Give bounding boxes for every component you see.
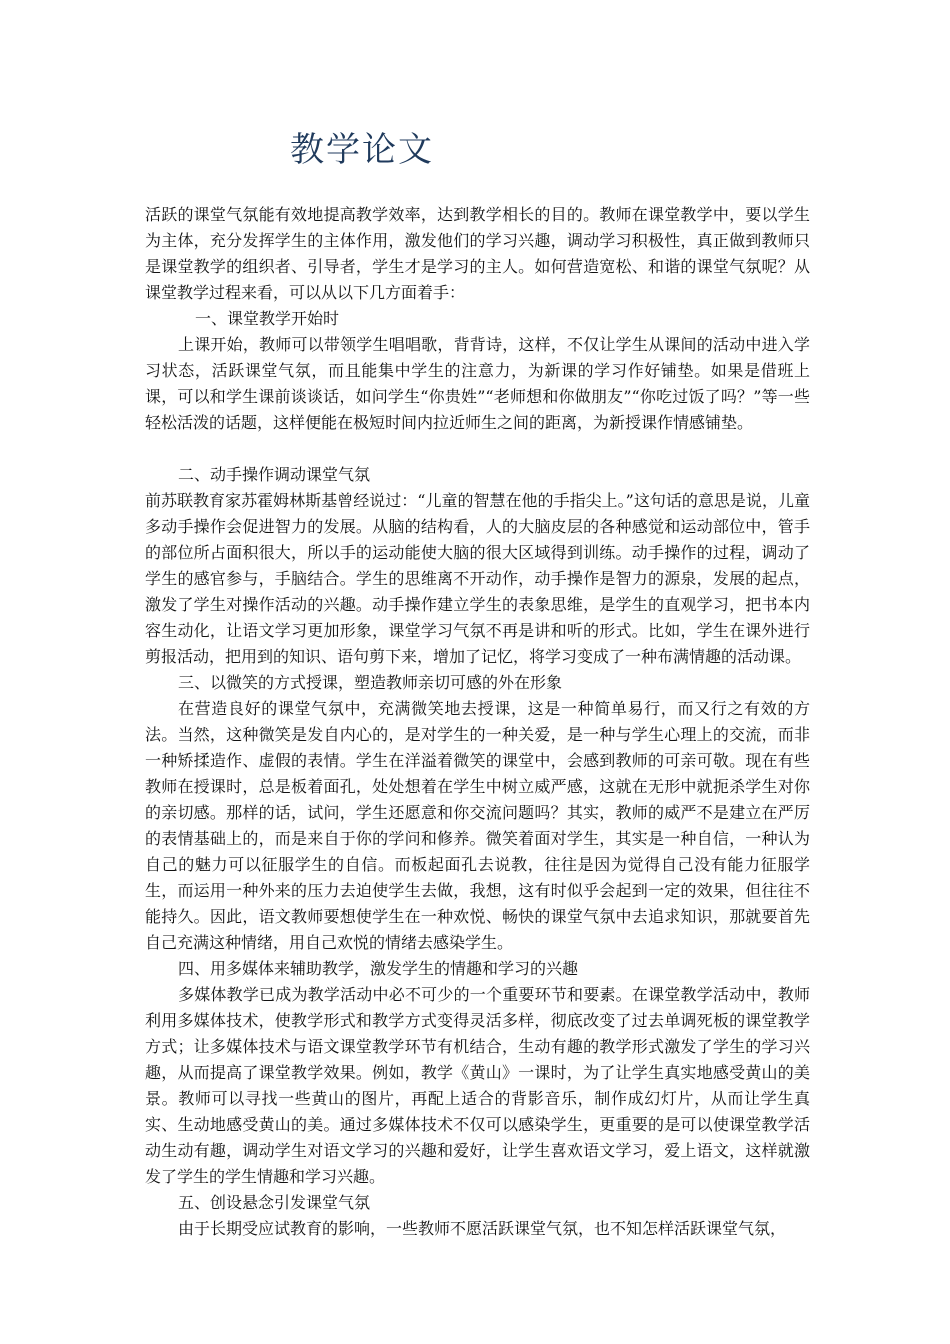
section-paragraph-2: 前苏联教育家苏霍姆林斯基曾经说过：“儿童的智慧在他的手指尖上。”这句话的意思是说，儿童多动手操作会促进智力的发展。从脑的结构看，人的大脑皮层的各种感觉和运动部位中，管手的部位所占面积很大，所以手的运动能使大脑的很大区域得到训练。动手操作的过程，调动了学生的感官参与，手脑结合。学生的思维离不开动作，动手操作是智力的源泉，发展的起点，激发了学生对操作活动的兴趣。动手操作建立学生的表象思维，是学生的直观学习，把书本内容生动化，让语文学习更加形象，课堂学习气氛不再是讲和听的形式。比如，学生在课外进行剪报活动，把用到的知识、语句剪下来，增加了记忆，将学习变成了一种布满情趣的活动课。 (145, 491, 810, 666)
section-paragraph-5: 由于长期受应试教育的影响，一些教师不愿活跃课堂气氛，也不知怎样活跃课堂气氛， (178, 1219, 787, 1238)
article-body (145, 202, 810, 1242)
section-heading-4: 四、用多媒体来辅助教学，激发学生的情趣和学习的兴趣 (178, 959, 579, 978)
section-heading-2: 二、动手操作调动课堂气氛 (178, 465, 371, 484)
paragraph-gap (145, 436, 810, 462)
intro-paragraph: 活跃的课堂气氛能有效地提高教学效率，达到教学相长的目的。教师在课堂教学中，要以学生为主体，充分发挥学生的主体作用，激发他们的学习兴趣，调动学习积极性，真正做到教师只是课堂教学的组织者、引导者，学生才是学习的主人。如何营造宽松、和谐的课堂气氛呢？从课堂教学过程来看，可以从以下几方面着手： (145, 205, 810, 302)
section-paragraph-4: 多媒体教学已成为教学活动中必不可少的一个重要环节和要素。在课堂教学活动中，教师利用多媒体技术，使教学形式和教学方式变得灵活多样，彻底改变了过去单调死板的课堂教学方式；让多媒体技术与语文课堂教学环节有机结合，生动有趣的教学形式激发了学生的学习兴趣，从而提高了课堂教学效果。例如，教学《黄山》一课时，为了让学生真实地感受黄山的美景。教师可以寻找一些黄山的图片，再配上适合的背影音乐，制作成幻灯片，从而让学生真实、生动地感受黄山的美。通过多媒体技术不仅可以感染学生，更重要的是可以使课堂教学活动生动有趣，调动学生对语文学习的兴趣和爱好，让学生喜欢语文学习，爱上语文，这样就激发了学生的学生情趣和学习兴趣。 (145, 985, 810, 1186)
page-title: 教学论文 (290, 130, 434, 170)
section-heading-5: 五、创设悬念引发课堂气氛 (178, 1193, 371, 1212)
section-paragraph-3: 在营造良好的课堂气氛中，充满微笑地去授课，这是一种简单易行，而又行之有效的方法。当然，这种微笑是发自内心的，是对学生的一种关爱，是一种与学生心理上的交流，而非一种矫揉造作、虚假的表情。学生在洋溢着微笑的课堂中，会感到教师的可亲可敬。现在有些教师在授课时，总是板着面孔，处处想着在学生中树立威严感，这就在无形中就扼杀学生对你的亲切感。那样的话，试问，学生还愿意和你交流问题吗？其实，教师的威严不是建立在严厉的表情基础上的，而是来自于你的学问和修养。微笑着面对学生，其实是一种自信，一种认为自己的魅力可以征服学生的自信。而板起面孔去说教，往往是因为觉得自己没有能力征服学生，而运用一种外来的压力去迫使学生去做，我想，这有时似乎会起到一定的效果，但往往不能持久。因此，语文教师要想使学生在一种欢悦、畅快的课堂气氛中去追求知识，那就要首先自己充满这种情绪，用自己欢悦的情绪去感染学生。 (145, 699, 810, 952)
section-paragraph-1: 上课开始，教师可以带领学生唱唱歌，背背诗，这样，不仅让学生从课间的活动中进入学习状态，活跃课堂气氛，而且能集中学生的注意力，为新课的学习作好铺垫。如果是借班上课，可以和学生课前谈谈话，如问学生“你贵姓”“老师想和你做朋友”“你吃过饭了吗？”等一些轻松活泼的话题，这样便能在极短时间内拉近师生之间的距离，为新授课作情感铺垫。 (145, 335, 810, 432)
section-heading-1: 一、课堂教学开始时 (195, 309, 340, 328)
section-heading-3: 三、以微笑的方式授课，塑造教师亲切可感的外在形象 (178, 673, 563, 692)
